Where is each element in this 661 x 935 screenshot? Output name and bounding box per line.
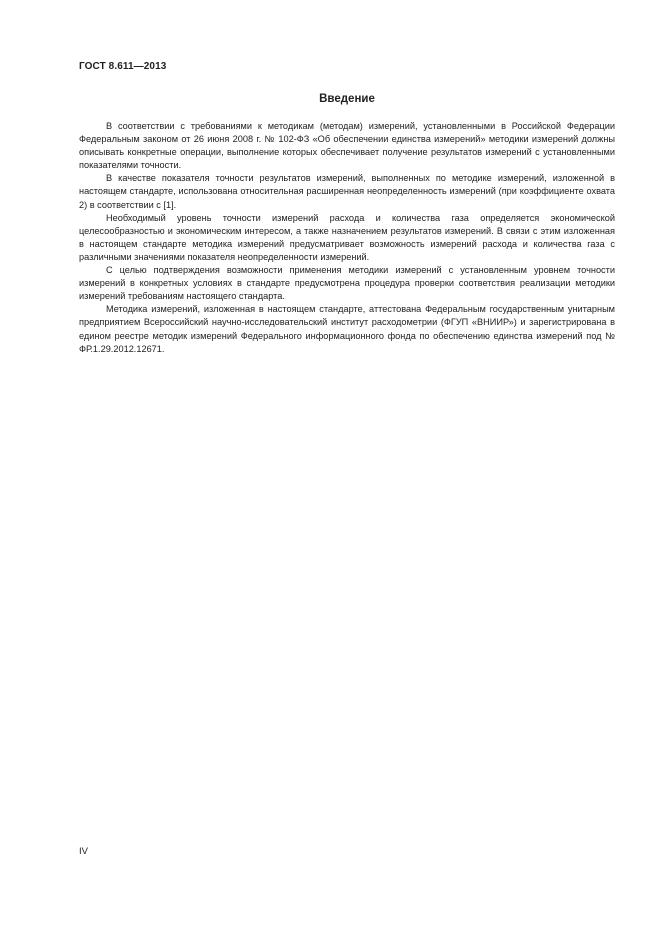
page-number: IV [79,846,88,857]
paragraph-requirements: В соответствии с требованиями к методикам (методам) измерений, установленными в Российской Федерации Федеральным законом от 26 июня 2008 г. № 102-ФЗ «Об обеспечении единства измерений» методики измерений должны описывать конкретные операции, выполнение которых обеспечивает получение результатов измерений с установленными показателями точности. [79,121,615,171]
document-code: ГОСТ 8.611—2013 [79,61,167,72]
paragraph-accuracy-indicator: В качестве показателя точности результатов измерений, выполненных по методике измерений, изложенной в настоящем стандарте, использована относительная расширенная неопределенность измерений (при коэффициенте охвата 2) в соответствии с [1]. [79,173,615,210]
section-title: Введение [319,93,375,105]
paragraph-certification: Методика измерений, изложенная в настоящем стандарте, аттестована Федеральным государственным унитарным предприятием Всероссийский научно-исследовательский институт расходометрии (ФГУП «ВНИИР») и зарегистрирована в едином реестре методик измерений Федерального информационного фонда по обеспечению единства измерений под № ФР.1.29.2012.12671. [79,304,615,354]
paragraph-accuracy-level: Необходимый уровень точности измерений расхода и количества газа определяется экономической целесообразностью и экономическим интересом, а также назначением результатов измерений. В связи с этим изложенная в настоящем стандарте методика измерений предусматривает возможность измерений расхода и количества газа с различными значениями показателя неопределенности измерений. [79,212,615,262]
paragraph-verification: С целью подтверждения возможности применения методики измерений с установленным уровнем точности измерений в конкретных условиях в стандарте предусмотрена процедура проверки соответствия реализации методики измерений требованиям настоящего стандарта. [79,265,615,302]
section-body [79,120,615,356]
